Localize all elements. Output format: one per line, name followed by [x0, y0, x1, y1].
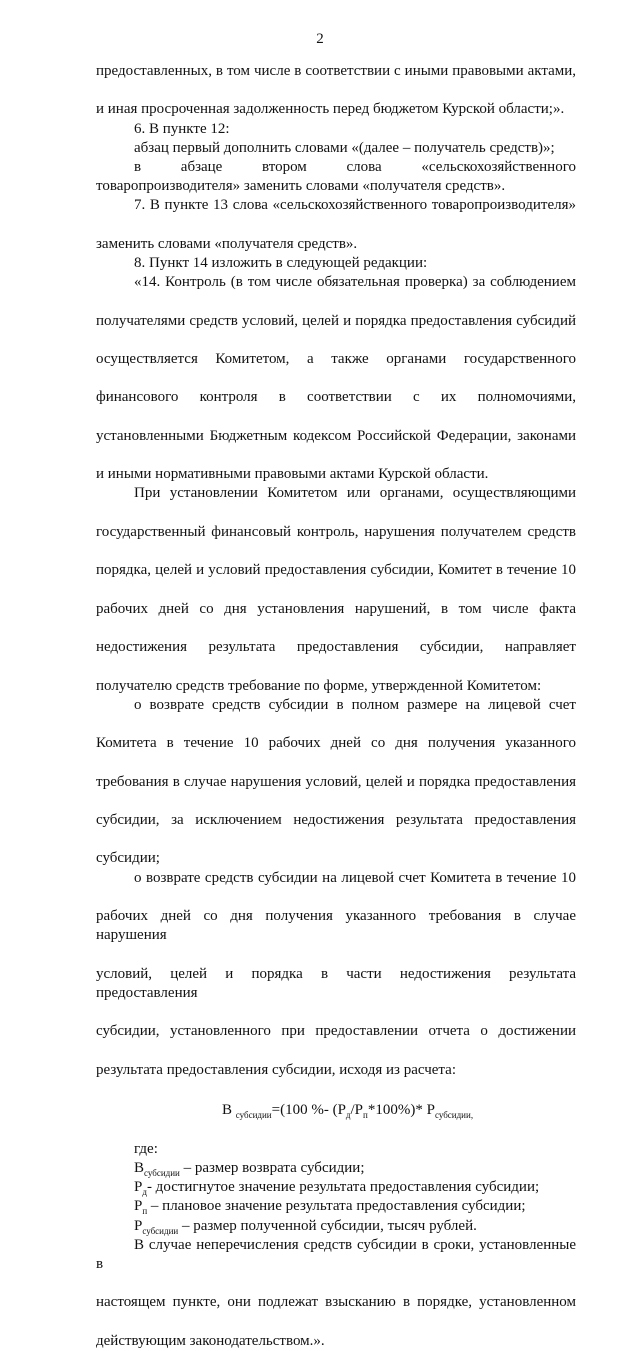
text-line: «14. Контроль (в том числе обязательная проверка) за соблюдением — [134, 274, 576, 291]
paragraph-14 — [96, 273, 576, 484]
text-line: получателями средств условий, целей и порядка предоставления субсидий — [96, 312, 576, 329]
legend-symbol: В — [134, 1159, 145, 1176]
formula-subscript: д — [345, 1109, 351, 1120]
text-line: рабочих дней со дня получения указанного требования в случае нарушения — [96, 907, 576, 944]
text-line: предоставленных, в том числе в соответствии с иными правовыми актами, — [96, 63, 576, 79]
item-8 — [96, 254, 576, 1080]
text-line: осуществляется Комитетом, а также органами государственного — [96, 351, 576, 368]
text-line: субсидии; — [96, 850, 160, 867]
legend-symbol: Р — [134, 1217, 143, 1234]
calculation-formula — [96, 1100, 576, 1120]
text-line: В случае неперечисления средств субсидии в сроки, установленные в — [96, 1236, 576, 1272]
formula-text: /Р — [350, 1101, 364, 1118]
text-line: 7. В пункте 13 слова «сельскохозяйственного товаропроизводителя» — [134, 197, 576, 214]
text-line: требования в случае нарушения условий, целей и порядка предоставления — [96, 773, 576, 790]
paragraph-violation — [96, 484, 576, 695]
legend-symbol: Р — [134, 1198, 143, 1215]
formula-symbol: В — [222, 1101, 233, 1118]
text-line: о возврате средств субсидии в полном размере на лицевой счет — [134, 696, 576, 713]
legend-symbol: Р — [134, 1179, 143, 1196]
text-line: результата предоставления субсидии, исходя из расчета: — [96, 1061, 456, 1078]
text-line: абзац первый дополнить словами «(далее – получатель средств)»; — [134, 139, 555, 156]
formula-subscript: п — [363, 1109, 368, 1120]
page-number: 2 — [316, 31, 324, 47]
text-line: условий, целей и порядка в части недостижения результата предоставления — [96, 965, 576, 1001]
legend-item — [96, 1197, 576, 1216]
paragraph-return-full — [96, 696, 576, 869]
intro-paragraph — [96, 62, 576, 120]
text-line: финансового контроля в соответствии с их полномочиями, — [96, 389, 576, 406]
formula-text: =(100 %- (Р — [271, 1101, 346, 1118]
text-line: товаропроизводителя» заменить словами «получателя средств». — [96, 178, 506, 195]
text-line: субсидии, за исключением недостижения результата предоставления — [96, 811, 576, 828]
document-body — [96, 62, 576, 1351]
text-line: установленными Бюджетным кодексом Российской Федерации, законами — [96, 427, 576, 444]
text-line: настоящем пункте, они подлежат взысканию в порядке, установленном — [96, 1294, 576, 1311]
legend-text: – размер возврата субсидии; — [179, 1159, 365, 1176]
text-line: субсидии, установленного при предоставлении отчета о достижении — [96, 1023, 576, 1040]
word: «сельскохозяйственного — [421, 159, 576, 176]
text-line: и иными нормативными правовыми актами Курской области. — [96, 466, 489, 483]
legend-label: где: — [134, 1140, 158, 1157]
word: абзаце — [180, 159, 223, 176]
legend-text: – размер полученной субсидии, тысяч рублей. — [178, 1217, 477, 1234]
legend-item — [96, 1217, 576, 1236]
text-line: и иная просроченная задолженность перед бюджетом Курской области;». — [96, 101, 565, 118]
legend-item — [96, 1159, 576, 1178]
item-8-heading: 8. Пункт 14 изложить в следующей редакции: — [134, 255, 428, 272]
text-line-spread — [96, 158, 576, 177]
legend-subscript: субсидии — [144, 1167, 180, 1178]
formula-subscript: субсидии — [235, 1109, 272, 1120]
closing-paragraph — [96, 1236, 576, 1351]
formula-text: *100%)* Р — [367, 1101, 435, 1118]
item-6 — [96, 120, 576, 197]
legend-subscript: п — [142, 1206, 148, 1217]
text-line: государственный финансовый контроль, нарушения получателем средств — [96, 523, 576, 540]
text-line: Комитета в течение 10 рабочих дней со дня получения указанного — [96, 735, 576, 752]
word: в — [134, 159, 142, 176]
text-line: рабочих дней со дня установления нарушений, в том числе факта — [96, 600, 576, 617]
formula-subscript: субсидии, — [434, 1109, 474, 1120]
text-line: При установлении Комитетом или органами, осуществляющими — [134, 485, 576, 502]
word: слова — [346, 159, 382, 176]
legend-text: – плановое значение результата предоставления субсидии; — [147, 1198, 526, 1215]
paragraph-return-partial — [96, 869, 576, 1080]
text-line: недостижения результата предоставления субсидии, направляет — [96, 639, 576, 656]
legend-text: - достигнутое значение результата предоставления субсидии; — [146, 1179, 540, 1196]
text-line: порядка, целей и условий предоставления субсидии, Комитет в течение 10 — [96, 562, 576, 579]
legend-subscript: субсидии — [142, 1225, 179, 1236]
formula-legend — [96, 1140, 576, 1236]
text-line: получателю средств требование по форме, утвержденной Комитетом: — [96, 677, 542, 694]
legend-subscript: д — [142, 1187, 147, 1198]
text-line: о возврате средств субсидии на лицевой счет Комитета в течение 10 — [134, 869, 576, 886]
text-line: заменить словами «получателя средств». — [96, 235, 358, 252]
word: втором — [262, 159, 307, 176]
item-7 — [96, 196, 576, 254]
item-6-heading: 6. В пункте 12: — [134, 120, 230, 137]
legend-item — [96, 1178, 576, 1197]
text-line: действующим законодательством.». — [96, 1332, 325, 1349]
